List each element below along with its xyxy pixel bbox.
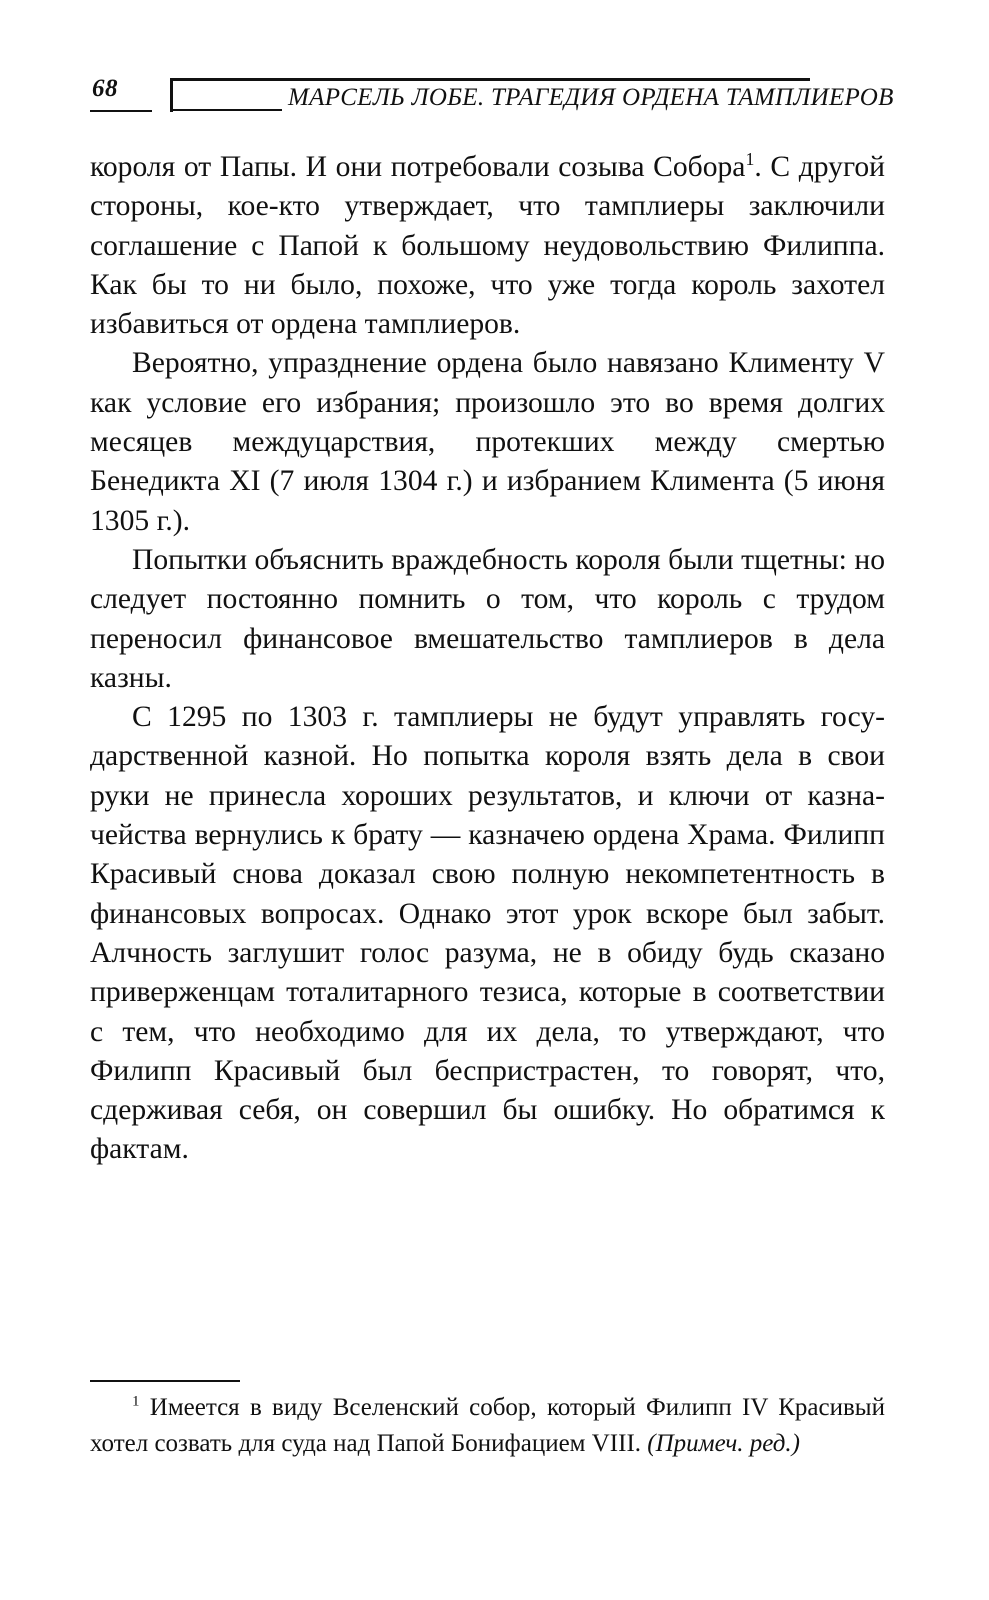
paragraph-3: Попытки объяснить враждебность короля были тщетны: но следует постоянно помнить о том, что король с трудом переносил финансовое вмешательство тамплиеров в дела казны.: [90, 543, 885, 694]
footnote-reference: 1: [745, 149, 755, 170]
page-header: [90, 60, 894, 130]
footnote-paragraph: [90, 1390, 885, 1462]
paragraph-1: [90, 148, 885, 344]
page-number-underline: [90, 110, 152, 112]
header-rule-bottom: [170, 109, 282, 111]
footnote: [90, 1390, 885, 1462]
paragraph-1-rest: . С другой стороны, кое-кто утверждает, что тамплиеры заключили соглашение с Папой к большому неудовольствию Филиппа. Как бы то ни было, похоже, что уже тогда король захотел избавиться от ордена тамплиеров.: [90, 151, 885, 341]
paragraph-2: Вероятно, упразднение ордена было навязано Клименту V как условие его избрания; произошло это во время долгих месяцев междуцарствия, протекших между смертью Бенедикта XI (7 июля 1304 г.) и избранием Климента (5 июня 1305 г.).: [90, 347, 885, 537]
footnote-editor-note: (Примеч. ред.): [647, 1430, 801, 1457]
paragraph-4: С 1295 по 1303 г. тамплиеры не будут управлять государственной казной. Но попытка короля взять дела в свои руки не принесла хороших результатов, и ключи от казначейства вернулись к брату — казначею ордена Храма. Филипп Красивый снова доказал свою полную некомпетентность в финансовых вопросах. Однако этот урок вскоре был забыт. Алчность заглушит голос разума, не в обиду будь сказано приверженцам тоталитарного тезиса, которые в соответствии с тем, что необходимо для их дела, то утверждают, что Филипп Красивый был беспристрастен, то говорят, что, сдерживая себя, он совершил бы ошибку. Но обратимся к фактам.: [90, 701, 885, 1166]
footnote-marker: 1: [132, 1393, 140, 1410]
paragraph-1-text: короля от Папы. И они потребовали созыва Собора: [90, 151, 746, 183]
footnote-separator: [90, 1380, 240, 1382]
running-title: МАРСЕЛЬ ЛОБЕ. ТРАГЕДИЯ ОРДЕНА ТАМПЛИЕРОВ: [288, 84, 894, 111]
header-rule-top: [170, 78, 810, 81]
main-text: [90, 148, 885, 1170]
footnote-text: Имеется в виду Вселенский собор, который Филипп IV Красивый хотел созвать для суда над Папой Бонифацием VIII.: [90, 1394, 885, 1457]
header-rule-vertical: [170, 78, 173, 112]
page-number: 68: [92, 75, 118, 102]
